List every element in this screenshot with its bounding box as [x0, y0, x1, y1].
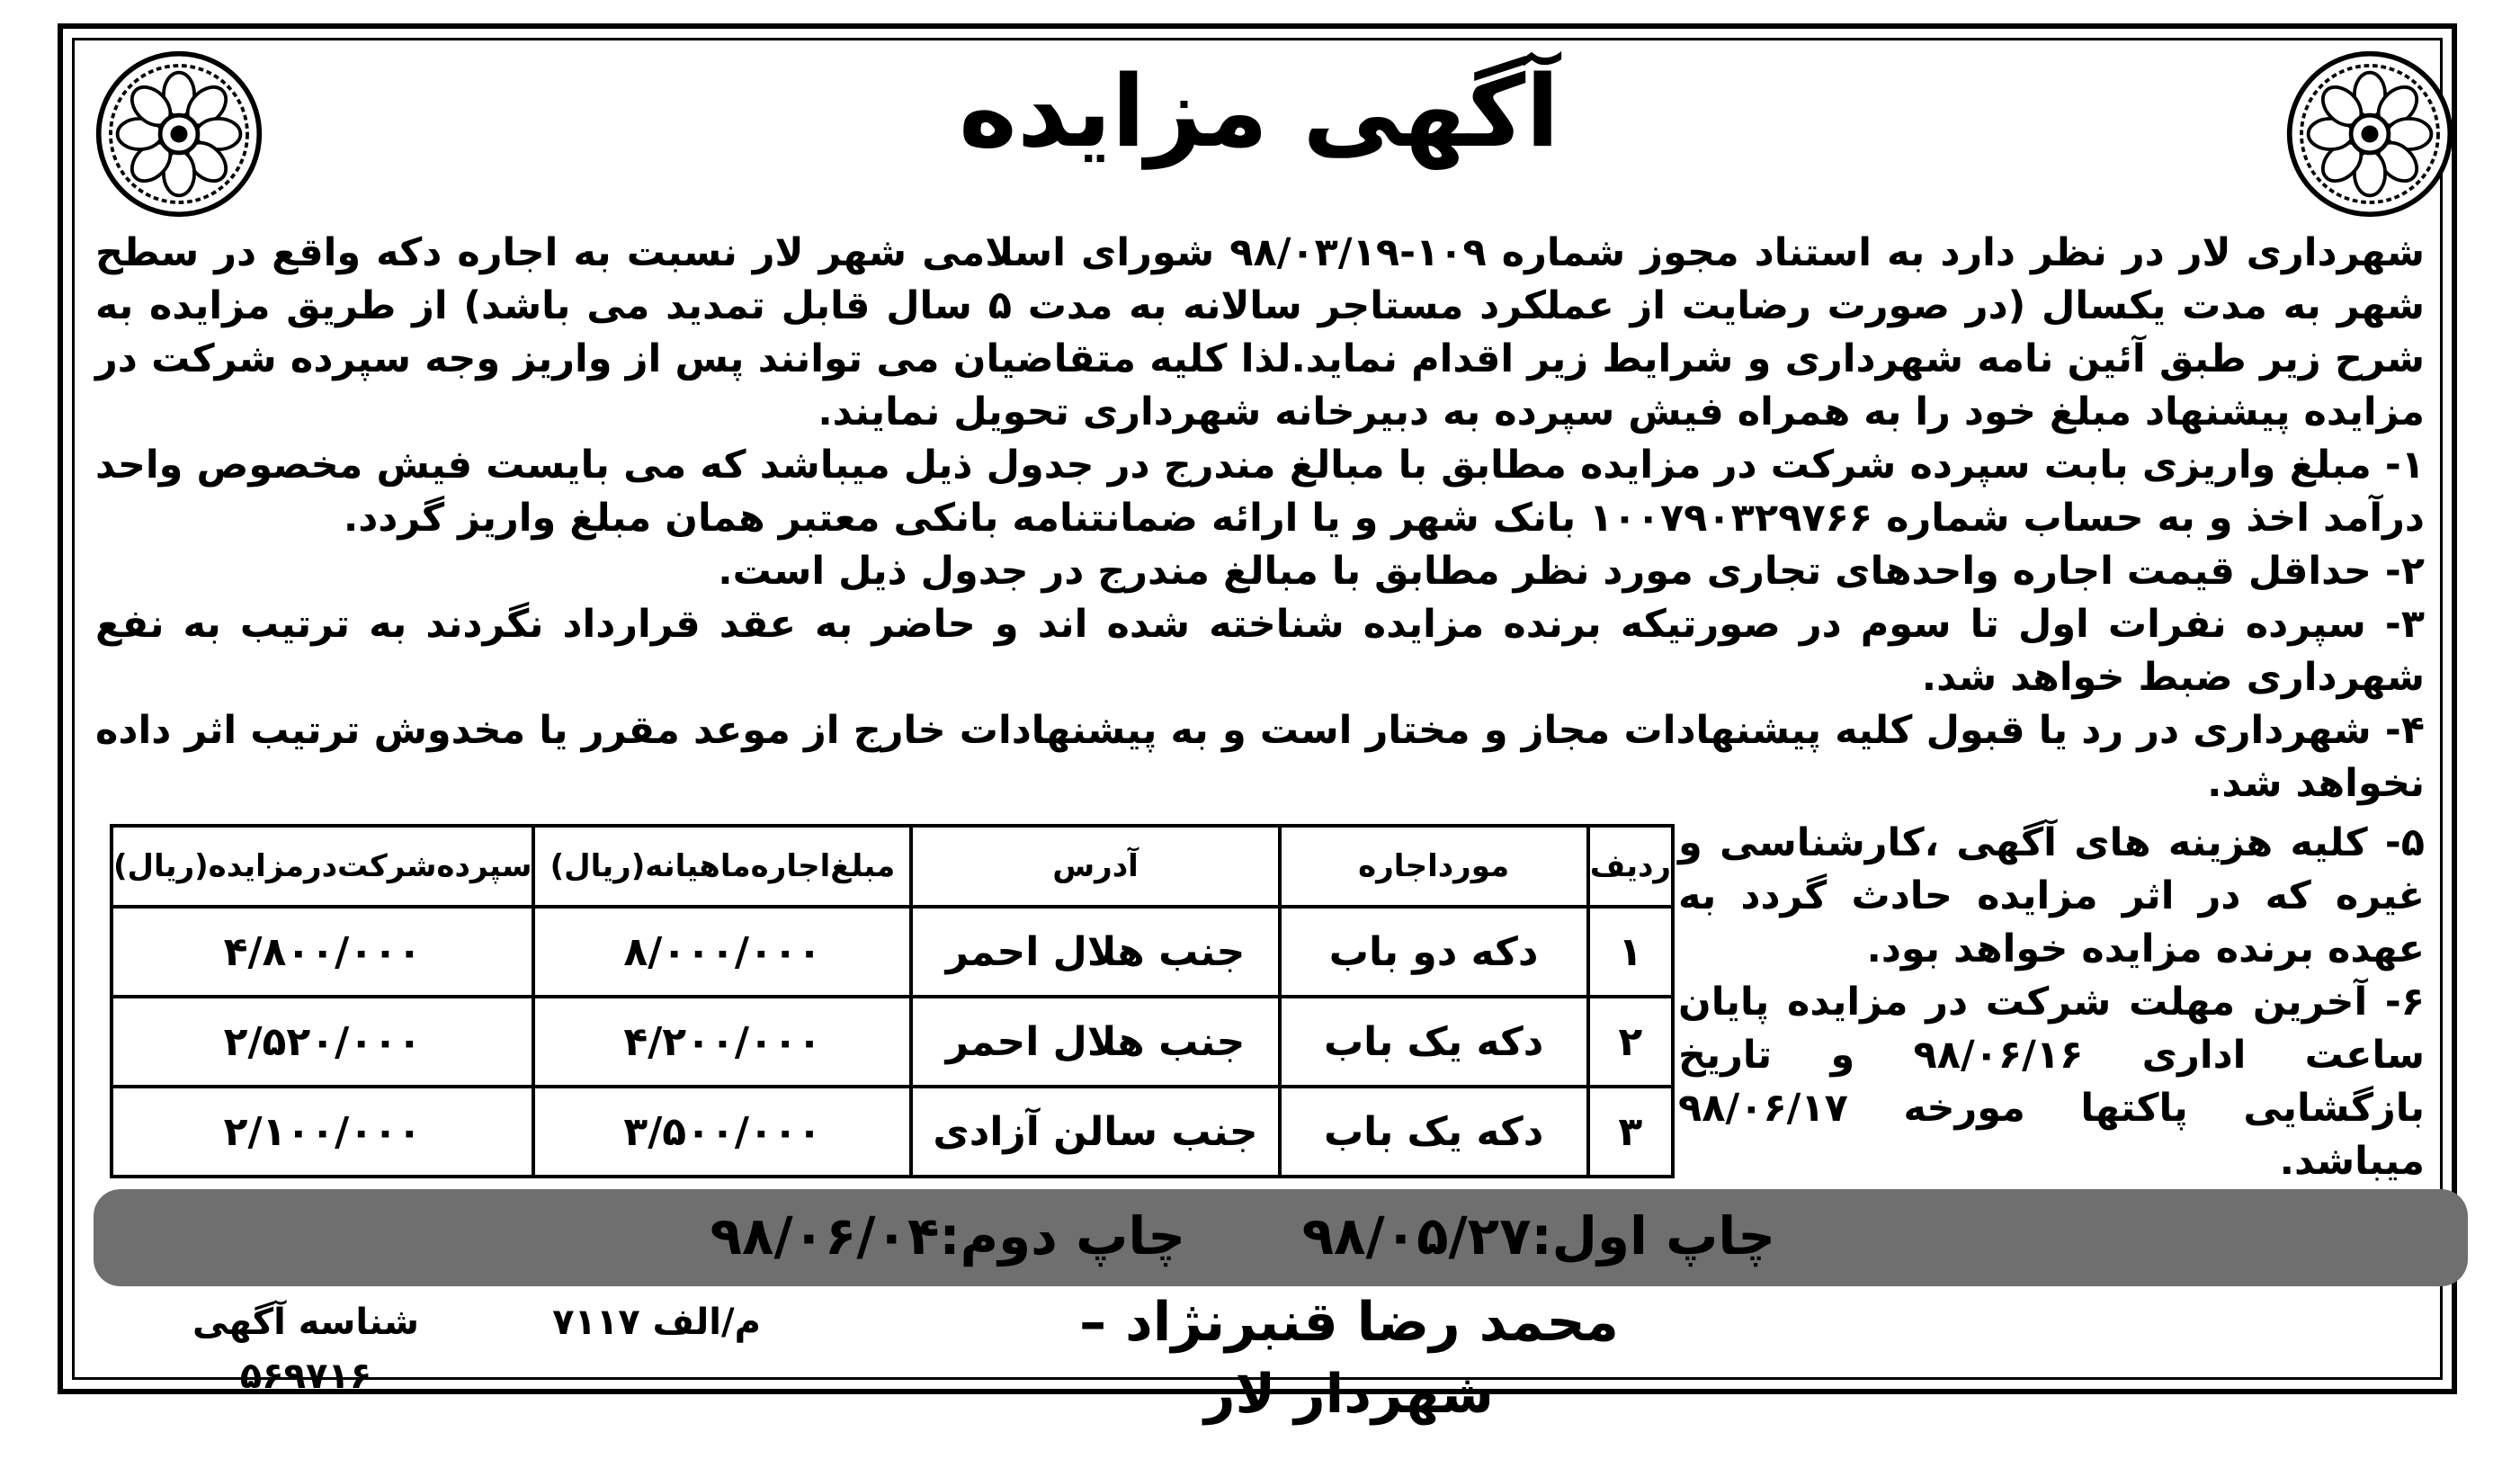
table-row — [112, 997, 1673, 1087]
cell-rental-item: دکه دو باب — [1280, 907, 1588, 997]
cell-monthly-rent: ۳/۵۰۰/۰۰۰ — [533, 1087, 911, 1177]
first-print-date: چاپ اول:۹۸/۰۵/۲۷ — [1301, 1205, 1775, 1267]
condition-item: ۶- آخرین مهلت شرکت در مزایده پایان ساعت اداری ۹۸/۰۶/۱۶ و تاریخ بازگشایی پاکتها مورخه ۹۸/۰۶/۱۷ میباشد. — [1678, 980, 2425, 1184]
page-title: آگهی مزایده — [959, 54, 1559, 169]
side-conditions — [1678, 817, 2425, 1188]
cell-deposit: ۲/۱۰۰/۰۰۰ — [112, 1087, 533, 1177]
condition-item: ۵- کلیه هزینه های آگهی ،کارشناسی و غیره که در اثر مزایده حادث گردد به عهده برنده مزایده خواهد بود. — [1678, 820, 2425, 971]
cell-rental-item: دکه یک باب — [1280, 997, 1588, 1087]
cell-rental-item: دکه یک باب — [1280, 1087, 1588, 1177]
cell-deposit: ۴/۸۰۰/۰۰۰ — [112, 907, 533, 997]
header-deposit: سپرده‌شرکت‌در‌مزایده(ریال) — [112, 826, 533, 907]
cell-row-number: ۱ — [1588, 907, 1673, 997]
cell-address: جنب هلال احمر — [911, 907, 1279, 997]
table-row — [112, 1087, 1673, 1177]
auction-conditions — [95, 227, 2425, 810]
cell-deposit: ۲/۵۲۰/۰۰۰ — [112, 997, 533, 1087]
condition-item: ۳- سپرده نفرات اول تا سوم در صورتیکه برنده مزایده شناخته شده اند و حاضر به عقد قرارداد نگردند به ترتیب به نفع شهرداری ضبط خواهد شد. — [95, 602, 2425, 700]
table-header-row — [112, 826, 1673, 907]
ad-id: شناسه آگهی ۵۶۹۷۱۶ — [192, 1302, 420, 1397]
ad-code: م/الف ۷۱۱۷ — [552, 1302, 761, 1343]
table-row — [112, 907, 1673, 997]
cell-row-number: ۳ — [1588, 1087, 1673, 1177]
auction-table — [110, 824, 1675, 1178]
print-dates-bar — [94, 1189, 2468, 1286]
condition-item: ۱- مبلغ واریزی بابت سپرده شرکت در مزایده مطابق با مبالغ مندرج در جدول ذیل میباشد که می بایست فیش مخصوص واحد درآمد اخذ و به حساب شماره ۱۰۰۷۹۰۳۲۹۷۶۶ بانک شهر و یا ارائه ضمانتنامه بانکی معتبر همان مبلغ واریز گردد. — [95, 443, 2425, 541]
mayor-signature: محمد رضا قنبرنژاد – شهردار لار — [1079, 1291, 1619, 1426]
condition-item: ۴- شهرداری در رد یا قبول کلیه پیشنهادات مجاز و مختار است و به پیشنهادات خارج از موعد مقرر یا مخدوش ترتیب اثر داده نخواهد شد. — [95, 708, 2425, 806]
header-address: آدرس — [911, 826, 1279, 907]
cell-monthly-rent: ۴/۲۰۰/۰۰۰ — [533, 997, 911, 1087]
header-monthly-rent: مبلغ‌اجاره‌ماهیانه(ریال) — [533, 826, 911, 907]
cell-row-number: ۲ — [1588, 997, 1673, 1087]
header-row-number: ردیف — [1588, 826, 1673, 907]
cell-monthly-rent: ۸/۰۰۰/۰۰۰ — [533, 907, 911, 997]
condition-item: ۲- حداقل قیمت اجاره واحدهای تجاری مورد نظر مطابق با مبالغ مندرج در جدول ذیل است. — [718, 549, 2425, 594]
intro-paragraph: شهرداری لار در نظر دارد به استناد مجوز شماره ۱۰۹-۹۸/۰۳/۱۹ شورای اسلامی شهر لار نسبت به اجاره دکه واقع در سطح شهر به مدت یکسال (در صورت رضایت از عملکرد مستاجر سالانه به مدت ۵ سال قابل تمدید می باشد) از طریق مزایده به شرح زیر طبق آئین نامه شهرداری و شرایط زیر اقدام نماید.لذا کلیه متقاضیان می توانند پس از واریز وجه سپرده شرکت در مزایده پیشنهاد مبلغ خود را به همراه فیش سپرده به دبیرخانه شهرداری تحویل نمایند. — [95, 230, 2425, 434]
header-rental-item: مورداجاره — [1280, 826, 1588, 907]
municipality-emblem-left-icon — [94, 49, 264, 219]
second-print-date: چاپ دوم:۹۸/۰۶/۰۴ — [710, 1205, 1185, 1267]
cell-address: جنب سالن آزادی — [911, 1087, 1279, 1177]
cell-address: جنب هلال احمر — [911, 997, 1279, 1087]
municipality-emblem-right-icon — [2284, 49, 2455, 219]
